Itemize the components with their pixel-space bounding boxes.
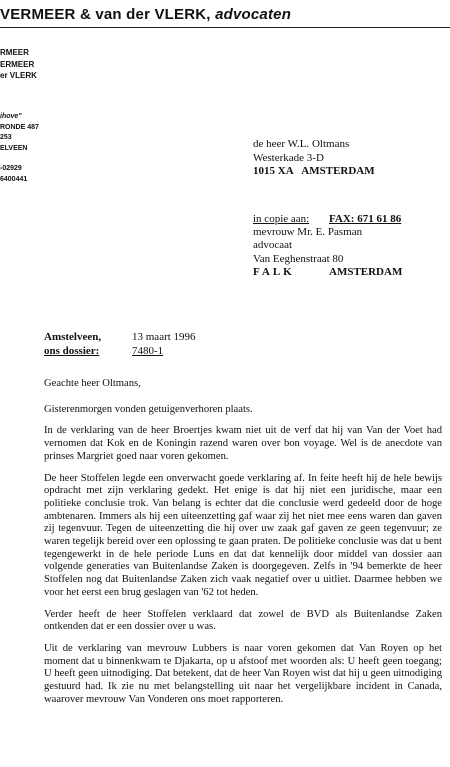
contact-line: 6400441 <box>0 175 28 183</box>
body-paragraph: In de verklaring van de heer Broertjes kwam niet uit de verf dat hij van Van der Voet had vernomen dat Kok en de Koningin razend waren over bon voyage. Wel is de anecdote van prinses Margriet goed naar voren gekomen. <box>44 425 442 462</box>
addressee-name: de heer W.L. Oltmans <box>253 138 350 150</box>
firm-suffix: advocaten <box>215 6 292 23</box>
addressee-block <box>253 138 375 179</box>
letter-meta <box>44 331 224 358</box>
copy-line: mevrouw Mr. E. Pasman <box>253 226 363 239</box>
salutation: Geachte heer Oltmans, <box>44 378 141 389</box>
office-street: RONDE 487 <box>0 123 39 131</box>
letter-place: Amstelveen, <box>44 331 102 343</box>
copy-label: in copie aan: <box>253 213 310 225</box>
copy-recipient-block <box>253 213 443 279</box>
copy-line: advocaat <box>253 239 293 252</box>
dossier-number: 7480-1 <box>132 344 164 357</box>
addressee-street: Westerkade 3-D <box>253 151 324 164</box>
dossier-label: ons dossier: <box>44 344 100 357</box>
body-paragraph: Verder heeft de heer Stoffelen verklaard dat zowel de BVD als Buitenlandse Zaken ontkenden dat er een dossier over u was. <box>44 608 442 633</box>
body-paragraph: Uit de verklaring van mevrouw Lubbers is naar voren gekomen dat Van Royen op het moment dat u binnenkwam te Djakarta, op u afstoof met woorden als: U heeft geen toegang; U heeft geen uitnodiging. Dat betekent, dat de heer Van Royen wist dat hij u geen uitnodiging gestuurd had. Ik zie nu met belangstelling uit naar het vergelijkbare incident in Canada, waarover mevrouw Van Vonderen ons moet rapporteren. <box>44 642 442 705</box>
partner-list <box>0 47 37 82</box>
letter-date: 13 maart 1996 <box>132 331 196 343</box>
office-name: ihove" <box>0 113 22 120</box>
letterhead-rule <box>0 27 450 28</box>
partner-name: RMEER <box>0 48 29 57</box>
addressee-city: AMSTERDAM <box>301 165 375 177</box>
addressee-postcode: 1015 XA <box>253 165 294 177</box>
copy-city-line <box>253 266 443 279</box>
letter-body <box>44 378 442 715</box>
letterhead-firm-name <box>0 6 450 23</box>
partner-name: er VLERK <box>0 71 37 80</box>
office-address <box>0 112 39 154</box>
copy-fax: FAX: 671 61 86 <box>329 213 402 225</box>
partner-name: ERMEER <box>0 59 35 69</box>
office-number: 253 <box>0 134 12 141</box>
body-paragraph: De heer Stoffelen legde een onverwacht goede verklaring af. In feite heeft hij de hele bewijs opdracht met zijn verklaring gedekt. Het enige is dat hij niet een juridische, maar een politieke conclusie trok. Van belang is echter dat die conclusie werd gedeeld door de hoge ambtenaren. Immers als hij een uiteenzetting gaf waar zij het niet mee eens waren dan gaven zij tegenvuur. Tegen de uiteenzetting die hij over uw zaak gaf gaven ze geen tegenvuur; ze waren tegelijk bereid over een oplossing te gaan praten. De politieke conclusie was dat u bent tegengewerkt in de hele periode Luns en dat dat kennelijk door middel van dossier aan volgende generaties van Buitenlandse Zaken is doorgegeven. Zelfs in '94 bemerkte de heer Stoffelen nog dat Buitenlandse Zaken zich vaak negatief over u uitliet. Daarmee hebben we voor het eerst een brug geslagen van '62 tot heden. <box>44 472 442 598</box>
addressee-city-line <box>253 165 375 179</box>
copy-line: Van Eeghenstraat 80 <box>253 252 344 265</box>
office-city: ELVEEN <box>0 144 28 152</box>
contact-line: -02929 <box>0 165 22 172</box>
firm-name: VERMEER & van der VLERK, <box>0 6 211 23</box>
copy-city-right: AMSTERDAM <box>329 265 403 278</box>
office-contact <box>0 164 27 185</box>
place-date-row <box>44 331 224 345</box>
copy-city-left: FALK <box>253 265 295 278</box>
dossier-row <box>44 345 224 359</box>
body-paragraph: Gisterenmorgen vonden getuigenverhoren plaats. <box>44 403 253 415</box>
copy-header <box>253 213 443 226</box>
